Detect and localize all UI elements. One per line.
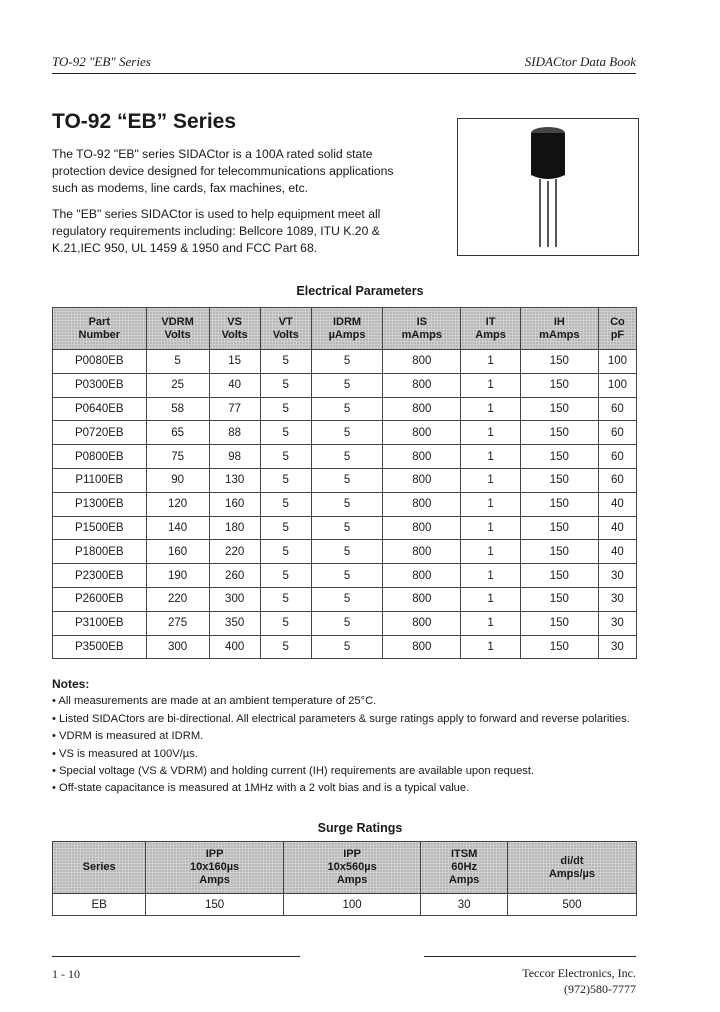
- table-cell: 5: [311, 587, 383, 611]
- table-cell: 5: [311, 445, 383, 469]
- surge-title: Surge Ratings: [317, 821, 403, 835]
- table-cell: 150: [520, 635, 598, 659]
- surge-header-line: Series: [82, 861, 116, 873]
- table-cell: 5: [260, 445, 311, 469]
- table-cell: 100: [598, 373, 636, 397]
- table-cell: 800: [383, 468, 461, 492]
- table-cell: 120: [146, 492, 209, 516]
- table-row: [53, 635, 637, 659]
- table-cell: 60: [598, 397, 636, 421]
- surge-header-3: [421, 842, 508, 894]
- table-cell: P2600EB: [53, 587, 147, 611]
- intro-paragraph-2: The "EB" series SIDACtor is used to help equipment meet all regulatory requirements including: Bellcore 1089, ITU K.20 & K.21,IEC 950, UL 1459 & 1950 and FCC Part 68.: [52, 207, 381, 255]
- electrical-header-2: [209, 308, 260, 350]
- electrical-header-7: [520, 308, 598, 350]
- electrical-header-line: IT: [485, 315, 496, 328]
- table-cell: 5: [311, 540, 383, 564]
- surge-header-line: Amps/µs: [548, 867, 595, 880]
- table-cell: 800: [383, 492, 461, 516]
- note-item: • Listed SIDACtors are bi-directional. All electrical parameters & surge ratings apply to forward and reverse polarities.: [52, 712, 630, 725]
- table-cell: 60: [598, 445, 636, 469]
- table-cell: 5: [311, 421, 383, 445]
- table-row: [53, 564, 637, 588]
- table-cell: 220: [209, 540, 260, 564]
- table-cell: EB: [53, 894, 146, 916]
- table-cell: 150: [146, 894, 284, 916]
- header-series: TO-92 "EB" Series: [52, 54, 151, 69]
- table-row: [53, 397, 637, 421]
- surge-header-1: [146, 842, 284, 894]
- table-row: [53, 611, 637, 635]
- surge-header-line: ITSM: [451, 848, 478, 860]
- table-cell: 30: [598, 611, 636, 635]
- table-cell: 1: [461, 587, 521, 611]
- table-cell: 30: [598, 564, 636, 588]
- table-cell: 5: [260, 564, 311, 588]
- table-row: [53, 421, 637, 445]
- table-cell: P0640EB: [53, 397, 147, 421]
- table-cell: 800: [383, 421, 461, 445]
- table-cell: 5: [260, 350, 311, 374]
- surge-header-line: di/dt: [560, 854, 584, 867]
- surge-header-line: Amps: [336, 874, 368, 886]
- table-cell: 800: [383, 350, 461, 374]
- footer-company-block: [522, 965, 636, 997]
- table-cell: 150: [520, 445, 598, 469]
- table-cell: 88: [209, 421, 260, 445]
- electrical-title: Electrical Parameters: [296, 284, 424, 298]
- electrical-header-line: VDRM: [161, 315, 194, 328]
- table-row: [53, 894, 637, 916]
- table-cell: 30: [421, 894, 508, 916]
- table-cell: 98: [209, 445, 260, 469]
- table-cell: 1: [461, 421, 521, 445]
- table-cell: 800: [383, 445, 461, 469]
- table-cell: 5: [260, 540, 311, 564]
- table-cell: 150: [520, 373, 598, 397]
- notes: [52, 676, 652, 798]
- table-cell: 5: [260, 492, 311, 516]
- company-name: Teccor Electronics, Inc.: [522, 966, 636, 980]
- table-row: [53, 516, 637, 540]
- table-cell: P1800EB: [53, 540, 147, 564]
- note-item: • All measurements are made at an ambient temperature of 25°C.: [52, 695, 377, 708]
- table-cell: 30: [598, 587, 636, 611]
- table-cell: 800: [383, 635, 461, 659]
- header-rule: [52, 73, 636, 74]
- table-cell: 220: [146, 587, 209, 611]
- table-cell: 5: [311, 492, 383, 516]
- electrical-header-line: µAmps: [328, 328, 366, 341]
- table-cell: 5: [260, 587, 311, 611]
- table-cell: 5: [260, 468, 311, 492]
- electrical-header-line: Amps: [475, 328, 506, 341]
- table-cell: 1: [461, 564, 521, 588]
- table-cell: 150: [520, 468, 598, 492]
- to92-package-icon: [458, 119, 638, 255]
- table-cell: 150: [520, 564, 598, 588]
- table-cell: 1: [461, 468, 521, 492]
- intro-paragraph-1: The TO-92 "EB" series SIDACtor is a 100A rated solid state protection device designed for telecommunications applications such as modems, line cards, fax machines, etc.: [52, 147, 394, 195]
- table-cell: 5: [311, 564, 383, 588]
- surge-header-line: 10x160µs: [189, 861, 240, 873]
- device-photo: [457, 118, 639, 256]
- table-cell: 40: [598, 492, 636, 516]
- table-cell: 160: [209, 492, 260, 516]
- table-row: [53, 468, 637, 492]
- table-cell: 5: [260, 635, 311, 659]
- table-cell: 5: [311, 611, 383, 635]
- table-row: [53, 373, 637, 397]
- table-cell: 25: [146, 373, 209, 397]
- electrical-header-5: [383, 308, 461, 350]
- table-cell: 150: [520, 516, 598, 540]
- table-cell: 5: [260, 373, 311, 397]
- electrical-header-line: IS: [416, 315, 427, 328]
- table-cell: 58: [146, 397, 209, 421]
- surge-header-line: Amps: [199, 874, 230, 886]
- table-cell: P0300EB: [53, 373, 147, 397]
- table-cell: 15: [209, 350, 260, 374]
- table-cell: 150: [520, 492, 598, 516]
- table-cell: 5: [311, 373, 383, 397]
- note-item: • VS is measured at 100V/µs.: [52, 747, 198, 760]
- table-row: [53, 587, 637, 611]
- table-cell: 5: [311, 397, 383, 421]
- table-cell: P1100EB: [53, 468, 147, 492]
- table-cell: 40: [598, 540, 636, 564]
- table-cell: 160: [146, 540, 209, 564]
- electrical-header-line: Part: [88, 315, 110, 328]
- surge-header-line: 10x560µs: [327, 861, 377, 873]
- table-cell: 5: [146, 350, 209, 374]
- table-cell: 65: [146, 421, 209, 445]
- electrical-header-line: Volts: [272, 328, 299, 341]
- table-cell: 60: [598, 421, 636, 445]
- table-cell: 100: [283, 894, 421, 916]
- electrical-header-line: mAmps: [539, 328, 580, 341]
- table-cell: P2300EB: [53, 564, 147, 588]
- table-row: [53, 540, 637, 564]
- surge-header-line: 60Hz: [451, 861, 477, 873]
- table-cell: 5: [260, 397, 311, 421]
- table-cell: 150: [520, 350, 598, 374]
- table-cell: 400: [209, 635, 260, 659]
- surge-header-0: [53, 842, 146, 894]
- table-cell: 350: [209, 611, 260, 635]
- electrical-header-line: mAmps: [401, 328, 442, 341]
- table-cell: 800: [383, 516, 461, 540]
- table-cell: 1: [461, 516, 521, 540]
- table-cell: P1500EB: [53, 516, 147, 540]
- table-cell: 1: [461, 635, 521, 659]
- electrical-header-6: [461, 308, 521, 350]
- table-cell: P3100EB: [53, 611, 147, 635]
- electrical-header-line: IDRM: [332, 315, 362, 328]
- surge-header-line: IPP: [343, 848, 361, 860]
- table-cell: 5: [311, 635, 383, 659]
- table-cell: 1: [461, 492, 521, 516]
- table-cell: 1: [461, 611, 521, 635]
- surge-header-4: [507, 842, 636, 894]
- table-cell: 5: [260, 421, 311, 445]
- table-cell: 150: [520, 540, 598, 564]
- electrical-table: [52, 307, 637, 659]
- table-cell: 40: [209, 373, 260, 397]
- table-cell: P3500EB: [53, 635, 147, 659]
- table-cell: 275: [146, 611, 209, 635]
- company-phone: (972)580-7777: [564, 982, 636, 996]
- notes-heading: Notes:: [52, 677, 90, 691]
- table-cell: 75: [146, 445, 209, 469]
- table-cell: 800: [383, 397, 461, 421]
- table-cell: 77: [209, 397, 260, 421]
- page-number: 1 - 10: [52, 967, 80, 981]
- electrical-header-line: VS: [227, 315, 242, 328]
- note-item: • Off-state capacitance is measured at 1MHz with a 2 volt bias and is a typical value.: [52, 782, 470, 795]
- table-cell: 150: [520, 587, 598, 611]
- surge-header-2: [283, 842, 421, 894]
- electrical-header-line: Number: [78, 328, 121, 341]
- electrical-header-line: pF: [610, 328, 625, 341]
- table-cell: 800: [383, 373, 461, 397]
- table-cell: 260: [209, 564, 260, 588]
- table-cell: 1: [461, 350, 521, 374]
- table-row: [53, 445, 637, 469]
- table-cell: 5: [260, 516, 311, 540]
- note-item: • VDRM is measured at IDRM.: [52, 730, 204, 743]
- electrical-header-line: Volts: [221, 328, 248, 341]
- table-cell: 90: [146, 468, 209, 492]
- table-cell: 800: [383, 587, 461, 611]
- electrical-header-line: VT: [278, 315, 293, 328]
- table-cell: 800: [383, 540, 461, 564]
- electrical-header-8: [598, 308, 636, 350]
- table-cell: 150: [520, 397, 598, 421]
- table-cell: 40: [598, 516, 636, 540]
- table-cell: 100: [598, 350, 636, 374]
- footer-rule-right: [424, 956, 636, 957]
- table-cell: 150: [520, 421, 598, 445]
- table-cell: P1300EB: [53, 492, 147, 516]
- electrical-header-3: [260, 308, 311, 350]
- table-cell: 60: [598, 468, 636, 492]
- table-cell: 500: [507, 894, 636, 916]
- table-cell: 800: [383, 564, 461, 588]
- footer-rule-left: [52, 956, 300, 957]
- header-book: SIDACtor Data Book: [524, 54, 636, 69]
- table-cell: 300: [146, 635, 209, 659]
- surge-header-line: Amps: [448, 874, 480, 886]
- table-cell: 1: [461, 373, 521, 397]
- table-cell: 5: [311, 516, 383, 540]
- table-cell: 300: [209, 587, 260, 611]
- table-cell: P0800EB: [53, 445, 147, 469]
- table-row: [53, 350, 637, 374]
- table-cell: 130: [209, 468, 260, 492]
- table-cell: 180: [209, 516, 260, 540]
- electrical-header-line: Volts: [164, 328, 191, 341]
- table-cell: 1: [461, 445, 521, 469]
- table-cell: 5: [311, 468, 383, 492]
- table-cell: 1: [461, 397, 521, 421]
- surge-table: [52, 841, 637, 916]
- table-cell: 190: [146, 564, 209, 588]
- table-cell: 5: [260, 611, 311, 635]
- table-cell: 1: [461, 540, 521, 564]
- electrical-header-line: Co: [610, 315, 625, 328]
- electrical-header-0: [53, 308, 147, 350]
- table-cell: 150: [520, 611, 598, 635]
- electrical-header-1: [146, 308, 209, 350]
- electrical-header-4: [311, 308, 383, 350]
- note-item: • Special voltage (VS & VDRM) and holding current (IH) requirements are available upon request.: [52, 765, 535, 778]
- table-cell: P0720EB: [53, 421, 147, 445]
- table-row: [53, 492, 637, 516]
- table-cell: P0080EB: [53, 350, 147, 374]
- electrical-header-line: IH: [553, 315, 565, 328]
- table-cell: 140: [146, 516, 209, 540]
- table-cell: 800: [383, 611, 461, 635]
- table-cell: 5: [311, 350, 383, 374]
- page-title: TO-92 “EB” Series: [52, 110, 237, 133]
- table-cell: 30: [598, 635, 636, 659]
- surge-header-line: IPP: [205, 848, 224, 860]
